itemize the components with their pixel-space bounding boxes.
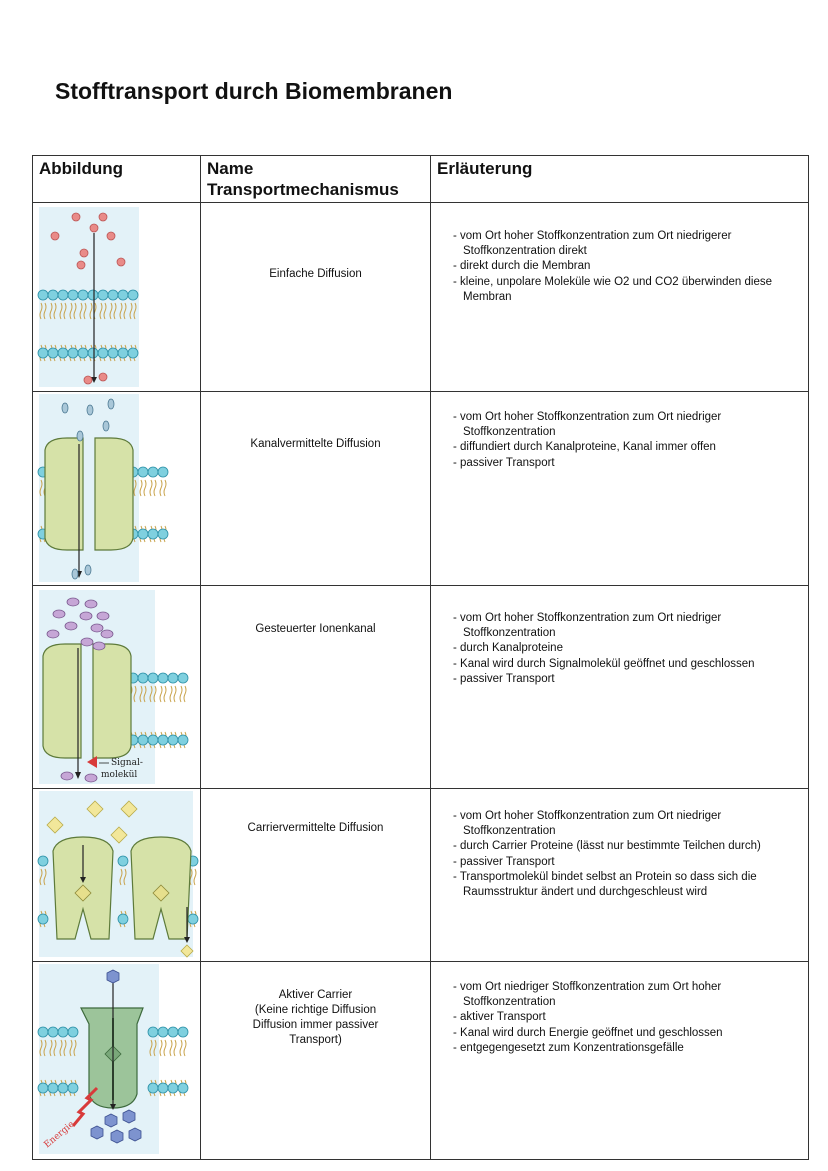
description-item: - durch Kanalproteine [453,641,800,656]
description-item: - passiver Transport [453,672,800,687]
description-cell [431,203,809,392]
description-item: - entgegengesetzt zum Konzentrationsgefälle [453,1041,800,1056]
header-abbildung: Abbildung [33,156,201,203]
mechanism-name: Kanalvermittelte Diffusion [250,438,381,450]
transport-table [32,155,809,1160]
figure-cell [33,962,201,1160]
description-item: - aktiver Transport [453,1010,800,1025]
mechanism-name [201,962,430,1048]
table-row [33,392,809,586]
description-item: - vom Ort hoher Stoffkonzentration zum Ort niedrigerer Stoffkonzentration direkt [453,229,800,259]
mechanism-name-line: Diffusion immer passiver [252,1019,379,1031]
description-item: - Transportmolekül bindet selbst an Protein so dass sich die Raumsstruktur ändert und durchgeschleust wird [453,870,800,900]
mechanism-name: Einfache Diffusion [269,268,362,280]
mechanism-name: Carriervermittelte Diffusion [247,822,384,834]
description-list [453,809,800,900]
description-cell [431,586,809,789]
description-cell [431,392,809,586]
name-cell [201,203,431,392]
description-item: - passiver Transport [453,855,800,870]
mechanism-name-line: Aktiver Carrier [278,989,353,1001]
description-item: - vom Ort hoher Stoffkonzentration zum Ort niedriger Stoffkonzentration [453,809,800,839]
header-name-line2: Transportmechanismus [207,180,399,199]
table-row [33,586,809,789]
mechanism-name: Gesteuerter Ionenkanal [255,623,376,635]
description-item: - durch Carrier Proteine (lässt nur bestimmte Teilchen durch) [453,839,800,854]
description-cell [431,962,809,1160]
description-item: - vom Ort hoher Stoffkonzentration zum Ort niedriger Stoffkonzentration [453,611,800,641]
description-cell [431,789,809,962]
table-row [33,789,809,962]
figure-carrier-diffusion [33,789,201,961]
figure-cell [33,392,201,586]
name-cell [201,392,431,586]
name-cell [201,586,431,789]
figure-channel-diffusion [33,392,201,585]
table-row [33,203,809,392]
header-name [201,156,431,203]
figure-cell [33,789,201,962]
name-cell [201,962,431,1160]
energy-label: Energie [42,1119,77,1151]
table-header-row [33,156,809,203]
description-item: - vom Ort niedriger Stoffkonzentration zum Ort hoher Stoffkonzentration [453,980,800,1010]
description-item: - Kanal wird durch Energie geöffnet und geschlossen [453,1026,800,1041]
mechanism-name-line: Transport) [289,1034,342,1046]
description-item: - vom Ort hoher Stoffkonzentration zum Ort niedriger Stoffkonzentration [453,410,800,440]
figure-active-carrier [33,962,201,1159]
description-item: - direkt durch die Membran [453,259,800,274]
description-list [453,410,800,471]
figure-gated-channel [33,586,201,788]
description-item: - Kanal wird durch Signalmolekül geöffnet und geschlossen [453,657,800,672]
description-item: - diffundiert durch Kanalproteine, Kanal immer offen [453,440,800,455]
description-item: - kleine, unpolare Moleküle wie O2 und CO2 überwinden diese Membran [453,275,800,305]
page-title: Stofftransport durch Biomembranen [55,78,453,104]
signal-label-1: Signal- [111,758,143,768]
header-erlaeuterung: Erläuterung [431,156,809,203]
name-cell [201,789,431,962]
description-item: - passiver Transport [453,456,800,471]
figure-cell [33,586,201,789]
figure-simple-diffusion [33,203,201,391]
description-list [453,229,800,305]
header-name-line1: Name [207,159,254,178]
figure-cell [33,203,201,392]
description-list [453,980,800,1056]
description-list [453,611,800,687]
signal-label-2: molekül [101,770,138,780]
mechanism-name-line: (Keine richtige Diffusion [254,1004,377,1016]
table-row [33,962,809,1160]
